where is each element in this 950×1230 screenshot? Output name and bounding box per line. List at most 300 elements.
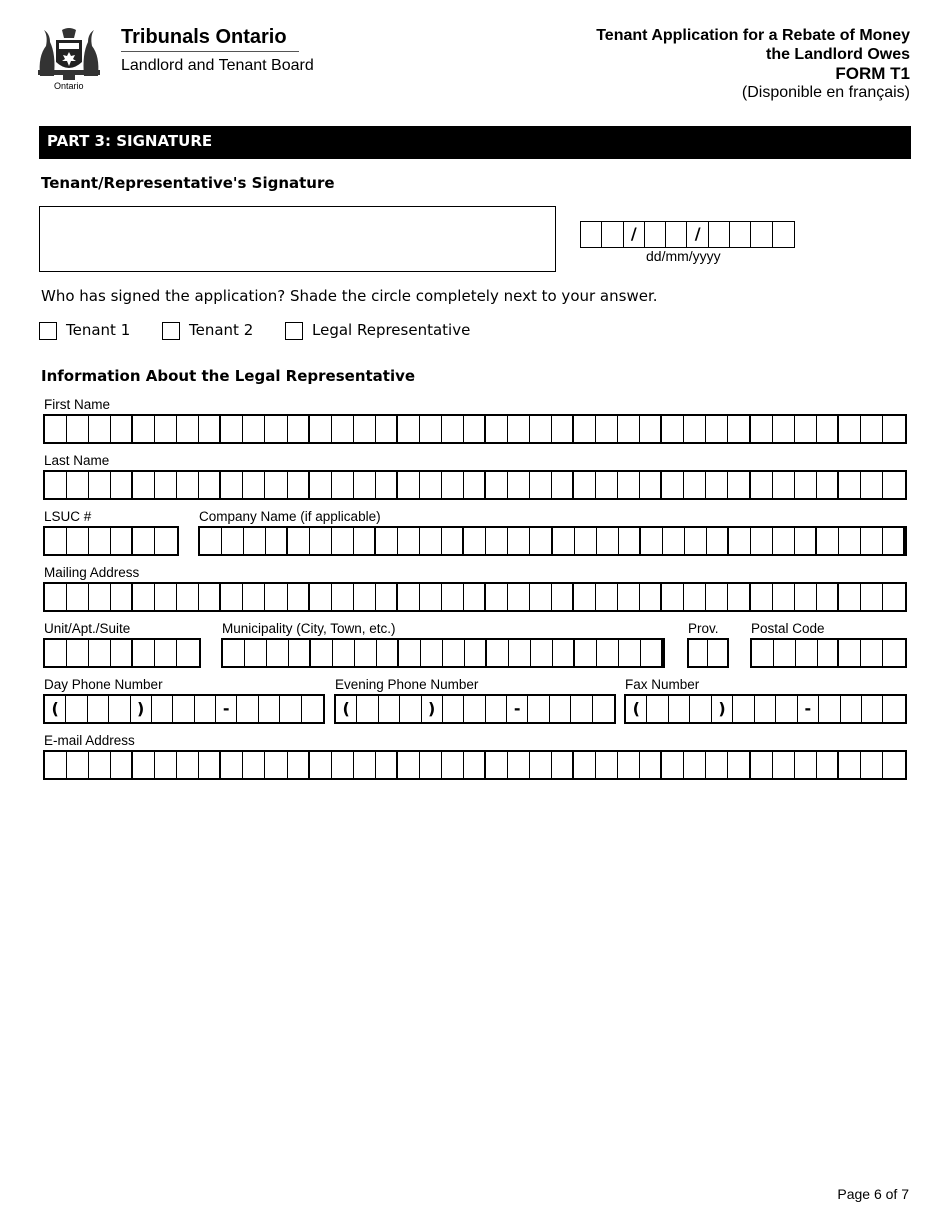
char-cell[interactable] bbox=[552, 472, 574, 498]
char-cell[interactable] bbox=[486, 416, 508, 442]
signer-question: Who has signed the application? Shade the circle completely next to your answer. bbox=[41, 287, 658, 305]
char-cell[interactable] bbox=[420, 752, 442, 778]
char-cell[interactable] bbox=[486, 696, 507, 722]
char-cell[interactable] bbox=[111, 640, 133, 666]
char-cell[interactable] bbox=[199, 584, 221, 610]
char-cell[interactable] bbox=[839, 584, 861, 610]
char-cell[interactable] bbox=[690, 696, 711, 722]
char-cell[interactable] bbox=[376, 528, 398, 554]
char-cell[interactable] bbox=[173, 696, 194, 722]
char-cell[interactable] bbox=[574, 584, 596, 610]
char-cell[interactable] bbox=[861, 416, 883, 442]
unit-label: Unit/Apt./Suite bbox=[44, 621, 131, 636]
tenant2-checkbox[interactable] bbox=[162, 322, 180, 340]
char-cell[interactable] bbox=[618, 584, 640, 610]
char-cell[interactable] bbox=[200, 528, 222, 554]
legal-rep-checkbox[interactable] bbox=[285, 322, 303, 340]
char-cell[interactable] bbox=[310, 752, 332, 778]
char-cell[interactable] bbox=[773, 528, 795, 554]
char-cell[interactable] bbox=[817, 584, 839, 610]
char-cell[interactable] bbox=[398, 528, 420, 554]
char-cell[interactable] bbox=[177, 640, 199, 666]
char-cell[interactable] bbox=[133, 528, 155, 554]
char-cell[interactable] bbox=[597, 640, 619, 666]
char-cell[interactable] bbox=[776, 696, 797, 722]
char-cell[interactable] bbox=[618, 472, 640, 498]
char-cell[interactable] bbox=[684, 584, 706, 610]
char-cell[interactable] bbox=[464, 584, 486, 610]
char-cell[interactable] bbox=[221, 752, 243, 778]
char-cell[interactable] bbox=[861, 472, 883, 498]
char-cell[interactable] bbox=[88, 696, 109, 722]
char-cell[interactable] bbox=[155, 752, 177, 778]
char-cell[interactable] bbox=[442, 528, 464, 554]
char-cell[interactable] bbox=[817, 528, 839, 554]
char-cell[interactable] bbox=[487, 640, 509, 666]
char-cell[interactable] bbox=[641, 640, 663, 666]
char-cell[interactable] bbox=[310, 528, 332, 554]
char-cell[interactable] bbox=[310, 472, 332, 498]
char-cell[interactable] bbox=[464, 528, 486, 554]
char-cell[interactable] bbox=[332, 416, 354, 442]
ontario-logo bbox=[36, 26, 102, 94]
char-cell[interactable] bbox=[89, 752, 111, 778]
char-cell[interactable] bbox=[400, 696, 421, 722]
municipality-label: Municipality (City, Town, etc.) bbox=[222, 621, 396, 636]
char-cell[interactable] bbox=[223, 640, 245, 666]
char-cell[interactable] bbox=[619, 528, 641, 554]
company-field[interactable] bbox=[198, 526, 907, 556]
char-cell[interactable] bbox=[647, 696, 668, 722]
char-cell[interactable] bbox=[222, 528, 244, 554]
char-cell[interactable] bbox=[177, 416, 199, 442]
char-cell[interactable] bbox=[89, 584, 111, 610]
char-cell[interactable] bbox=[195, 696, 216, 722]
char-cell[interactable] bbox=[728, 472, 750, 498]
char-cell[interactable] bbox=[265, 472, 287, 498]
char-cell[interactable] bbox=[508, 416, 530, 442]
char-cell[interactable] bbox=[155, 472, 177, 498]
char-cell[interactable] bbox=[243, 472, 265, 498]
char-cell[interactable] bbox=[354, 752, 376, 778]
char-cell[interactable] bbox=[45, 584, 67, 610]
char-cell[interactable] bbox=[152, 696, 173, 722]
char-cell[interactable] bbox=[575, 528, 597, 554]
char-cell[interactable] bbox=[575, 640, 597, 666]
char-cell[interactable] bbox=[354, 416, 376, 442]
prov-field[interactable] bbox=[687, 638, 729, 668]
char-cell[interactable] bbox=[288, 528, 310, 554]
char-cell[interactable] bbox=[751, 416, 773, 442]
char-cell[interactable] bbox=[508, 584, 530, 610]
char-cell[interactable] bbox=[155, 528, 177, 554]
char-cell[interactable] bbox=[265, 752, 287, 778]
char-cell[interactable] bbox=[773, 584, 795, 610]
char-cell[interactable] bbox=[662, 584, 684, 610]
char-cell[interactable] bbox=[45, 416, 67, 442]
char-cell[interactable] bbox=[618, 416, 640, 442]
rep-heading: Information About the Legal Representative bbox=[41, 367, 416, 385]
char-cell[interactable] bbox=[259, 696, 280, 722]
char-cell[interactable] bbox=[553, 640, 575, 666]
municipality-field[interactable] bbox=[221, 638, 665, 668]
char-cell[interactable] bbox=[89, 416, 111, 442]
char-cell[interactable] bbox=[795, 528, 817, 554]
char-cell[interactable] bbox=[883, 416, 905, 442]
date-cell[interactable] bbox=[666, 222, 687, 247]
char-cell[interactable] bbox=[67, 752, 89, 778]
char-cell[interactable] bbox=[839, 528, 861, 554]
char-cell[interactable] bbox=[817, 472, 839, 498]
char-cell[interactable] bbox=[421, 640, 443, 666]
char-cell[interactable] bbox=[593, 696, 614, 722]
char-cell[interactable] bbox=[89, 640, 111, 666]
char-cell[interactable] bbox=[464, 472, 486, 498]
char-cell[interactable] bbox=[795, 416, 817, 442]
char-cell[interactable] bbox=[443, 696, 464, 722]
char-cell[interactable] bbox=[133, 640, 155, 666]
char-cell[interactable] bbox=[420, 472, 442, 498]
char-cell[interactable] bbox=[289, 640, 311, 666]
char-cell[interactable] bbox=[728, 416, 750, 442]
char-cell[interactable] bbox=[464, 752, 486, 778]
char-cell[interactable] bbox=[267, 640, 289, 666]
char-cell[interactable] bbox=[883, 696, 904, 722]
page-number: Page 6 of 7 bbox=[837, 1186, 909, 1202]
char-cell[interactable] bbox=[155, 416, 177, 442]
char-cell[interactable] bbox=[774, 640, 796, 666]
date-cell[interactable] bbox=[730, 222, 751, 247]
char-cell[interactable] bbox=[861, 752, 883, 778]
char-cell[interactable] bbox=[531, 640, 553, 666]
char-cell[interactable] bbox=[199, 752, 221, 778]
char-cell[interactable] bbox=[773, 416, 795, 442]
char-cell[interactable] bbox=[67, 640, 89, 666]
char-cell[interactable] bbox=[243, 584, 265, 610]
last-name-field[interactable] bbox=[43, 470, 907, 500]
form-title-line1: Tenant Application for a Rebate of Money bbox=[596, 27, 910, 44]
phone-close-paren: ) bbox=[422, 696, 443, 722]
char-cell[interactable] bbox=[669, 696, 690, 722]
char-cell[interactable] bbox=[530, 528, 552, 554]
char-cell[interactable] bbox=[67, 472, 89, 498]
char-cell[interactable] bbox=[571, 696, 592, 722]
prov-label: Prov. bbox=[688, 621, 719, 636]
lsuc-field[interactable] bbox=[43, 526, 179, 556]
char-cell[interactable] bbox=[708, 640, 727, 666]
char-cell[interactable] bbox=[310, 416, 332, 442]
char-cell[interactable] bbox=[883, 528, 905, 554]
char-cell[interactable] bbox=[443, 640, 465, 666]
char-cell[interactable] bbox=[663, 528, 685, 554]
char-cell[interactable] bbox=[377, 640, 399, 666]
char-cell[interactable] bbox=[640, 752, 662, 778]
date-cell[interactable] bbox=[751, 222, 772, 247]
char-cell[interactable] bbox=[530, 416, 552, 442]
char-cell[interactable] bbox=[553, 528, 575, 554]
char-cell[interactable] bbox=[640, 416, 662, 442]
char-cell[interactable] bbox=[133, 416, 155, 442]
char-cell[interactable] bbox=[111, 752, 133, 778]
char-cell[interactable] bbox=[883, 640, 905, 666]
char-cell[interactable] bbox=[243, 752, 265, 778]
char-cell[interactable] bbox=[398, 584, 420, 610]
org-name: Tribunals Ontario bbox=[121, 26, 287, 48]
date-cell[interactable] bbox=[773, 222, 794, 247]
char-cell[interactable] bbox=[399, 640, 421, 666]
char-cell[interactable] bbox=[376, 584, 398, 610]
char-cell[interactable] bbox=[685, 528, 707, 554]
char-cell[interactable] bbox=[552, 416, 574, 442]
char-cell[interactable] bbox=[706, 584, 728, 610]
char-cell[interactable] bbox=[302, 696, 323, 722]
char-cell[interactable] bbox=[729, 528, 751, 554]
char-cell[interactable] bbox=[552, 752, 574, 778]
char-cell[interactable] bbox=[464, 696, 485, 722]
char-cell[interactable] bbox=[684, 472, 706, 498]
char-cell[interactable] bbox=[773, 752, 795, 778]
char-cell[interactable] bbox=[796, 640, 818, 666]
tenant2-label: Tenant 2 bbox=[189, 321, 254, 339]
char-cell[interactable] bbox=[221, 472, 243, 498]
char-cell[interactable] bbox=[442, 416, 464, 442]
char-cell[interactable] bbox=[574, 416, 596, 442]
char-cell[interactable] bbox=[288, 752, 310, 778]
char-cell[interactable] bbox=[442, 472, 464, 498]
char-cell[interactable] bbox=[333, 640, 355, 666]
char-cell[interactable] bbox=[243, 416, 265, 442]
char-cell[interactable] bbox=[355, 640, 377, 666]
char-cell[interactable] bbox=[310, 584, 332, 610]
char-cell[interactable] bbox=[530, 472, 552, 498]
postal-code-field[interactable] bbox=[750, 638, 907, 668]
char-cell[interactable] bbox=[550, 696, 571, 722]
char-cell[interactable] bbox=[486, 528, 508, 554]
tenant1-checkbox[interactable] bbox=[39, 322, 57, 340]
char-cell[interactable] bbox=[420, 584, 442, 610]
char-cell[interactable] bbox=[109, 696, 130, 722]
char-cell[interactable] bbox=[354, 584, 376, 610]
char-cell[interactable] bbox=[133, 752, 155, 778]
char-cell[interactable] bbox=[67, 584, 89, 610]
lsuc-label: LSUC # bbox=[44, 509, 92, 524]
char-cell[interactable] bbox=[728, 752, 750, 778]
char-cell[interactable] bbox=[67, 416, 89, 442]
char-cell[interactable] bbox=[398, 472, 420, 498]
char-cell[interactable] bbox=[596, 472, 618, 498]
char-cell[interactable] bbox=[332, 752, 354, 778]
date-cell[interactable] bbox=[581, 222, 602, 247]
char-cell[interactable] bbox=[684, 752, 706, 778]
char-cell[interactable] bbox=[795, 472, 817, 498]
char-cell[interactable] bbox=[509, 640, 531, 666]
mailing-address-field[interactable] bbox=[43, 582, 907, 612]
char-cell[interactable] bbox=[89, 472, 111, 498]
char-cell[interactable] bbox=[530, 584, 552, 610]
char-cell[interactable] bbox=[486, 472, 508, 498]
char-cell[interactable] bbox=[288, 472, 310, 498]
char-cell[interactable] bbox=[45, 752, 67, 778]
char-cell[interactable] bbox=[795, 584, 817, 610]
char-cell[interactable] bbox=[133, 584, 155, 610]
evening-phone-field[interactable] bbox=[334, 694, 616, 724]
char-cell[interactable] bbox=[464, 416, 486, 442]
char-cell[interactable] bbox=[818, 640, 840, 666]
char-cell[interactable] bbox=[839, 640, 861, 666]
char-cell[interactable] bbox=[155, 640, 177, 666]
char-cell[interactable] bbox=[684, 416, 706, 442]
char-cell[interactable] bbox=[640, 472, 662, 498]
char-cell[interactable] bbox=[45, 472, 67, 498]
char-cell[interactable] bbox=[111, 584, 133, 610]
char-cell[interactable] bbox=[398, 416, 420, 442]
char-cell[interactable] bbox=[596, 752, 618, 778]
char-cell[interactable] bbox=[817, 416, 839, 442]
char-cell[interactable] bbox=[862, 696, 883, 722]
char-cell[interactable] bbox=[795, 752, 817, 778]
char-cell[interactable] bbox=[177, 584, 199, 610]
char-cell[interactable] bbox=[486, 584, 508, 610]
char-cell[interactable] bbox=[552, 584, 574, 610]
char-cell[interactable] bbox=[265, 584, 287, 610]
char-cell[interactable] bbox=[574, 472, 596, 498]
form-code: FORM T1 bbox=[835, 64, 910, 83]
char-cell[interactable] bbox=[379, 696, 400, 722]
char-cell[interactable] bbox=[332, 584, 354, 610]
char-cell[interactable] bbox=[221, 416, 243, 442]
char-cell[interactable] bbox=[177, 752, 199, 778]
char-cell[interactable] bbox=[354, 528, 376, 554]
char-cell[interactable] bbox=[596, 584, 618, 610]
char-cell[interactable] bbox=[266, 528, 288, 554]
char-cell[interactable] bbox=[66, 696, 87, 722]
char-cell[interactable] bbox=[706, 416, 728, 442]
fax-field[interactable] bbox=[624, 694, 907, 724]
char-cell[interactable] bbox=[280, 696, 301, 722]
char-cell[interactable] bbox=[689, 640, 708, 666]
date-cell[interactable] bbox=[602, 222, 623, 247]
char-cell[interactable] bbox=[442, 584, 464, 610]
char-cell[interactable] bbox=[245, 640, 267, 666]
char-cell[interactable] bbox=[111, 472, 133, 498]
char-cell[interactable] bbox=[177, 472, 199, 498]
char-cell[interactable] bbox=[597, 528, 619, 554]
char-cell[interactable] bbox=[265, 416, 287, 442]
char-cell[interactable] bbox=[508, 472, 530, 498]
signature-date-field[interactable] bbox=[580, 221, 795, 248]
email-field[interactable] bbox=[43, 750, 907, 780]
legal-rep-label: Legal Representative bbox=[312, 321, 471, 339]
char-cell[interactable] bbox=[199, 416, 221, 442]
char-cell[interactable] bbox=[155, 584, 177, 610]
char-cell[interactable] bbox=[311, 640, 333, 666]
char-cell[interactable] bbox=[376, 472, 398, 498]
char-cell[interactable] bbox=[733, 696, 754, 722]
day-phone-field[interactable] bbox=[43, 694, 325, 724]
char-cell[interactable] bbox=[706, 752, 728, 778]
char-cell[interactable] bbox=[751, 528, 773, 554]
char-cell[interactable] bbox=[751, 752, 773, 778]
char-cell[interactable] bbox=[45, 528, 67, 554]
char-cell[interactable] bbox=[420, 416, 442, 442]
char-cell[interactable] bbox=[508, 752, 530, 778]
char-cell[interactable] bbox=[111, 416, 133, 442]
char-cell[interactable] bbox=[755, 696, 776, 722]
char-cell[interactable] bbox=[596, 416, 618, 442]
char-cell[interactable] bbox=[111, 528, 133, 554]
char-cell[interactable] bbox=[332, 528, 354, 554]
char-cell[interactable] bbox=[357, 696, 378, 722]
char-cell[interactable] bbox=[819, 696, 840, 722]
char-cell[interactable] bbox=[133, 472, 155, 498]
char-cell[interactable] bbox=[89, 528, 111, 554]
char-cell[interactable] bbox=[839, 752, 861, 778]
char-cell[interactable] bbox=[839, 416, 861, 442]
date-cell[interactable] bbox=[645, 222, 666, 247]
char-cell[interactable] bbox=[486, 752, 508, 778]
char-cell[interactable] bbox=[288, 416, 310, 442]
char-cell[interactable] bbox=[662, 752, 684, 778]
char-cell[interactable] bbox=[508, 528, 530, 554]
char-cell[interactable] bbox=[640, 584, 662, 610]
date-cell[interactable] bbox=[709, 222, 730, 247]
char-cell[interactable] bbox=[528, 696, 549, 722]
char-cell[interactable] bbox=[465, 640, 487, 666]
char-cell[interactable] bbox=[861, 640, 883, 666]
char-cell[interactable] bbox=[706, 472, 728, 498]
char-cell[interactable] bbox=[751, 472, 773, 498]
char-cell[interactable] bbox=[398, 752, 420, 778]
char-cell[interactable] bbox=[839, 472, 861, 498]
char-cell[interactable] bbox=[662, 472, 684, 498]
char-cell[interactable] bbox=[883, 472, 905, 498]
first-name-field[interactable] bbox=[43, 414, 907, 444]
char-cell[interactable] bbox=[883, 584, 905, 610]
char-cell[interactable] bbox=[244, 528, 266, 554]
char-cell[interactable] bbox=[442, 752, 464, 778]
char-cell[interactable] bbox=[332, 472, 354, 498]
char-cell[interactable] bbox=[354, 472, 376, 498]
char-cell[interactable] bbox=[221, 584, 243, 610]
char-cell[interactable] bbox=[530, 752, 552, 778]
char-cell[interactable] bbox=[641, 528, 663, 554]
char-cell[interactable] bbox=[376, 416, 398, 442]
char-cell[interactable] bbox=[420, 528, 442, 554]
char-cell[interactable] bbox=[883, 752, 905, 778]
char-cell[interactable] bbox=[574, 752, 596, 778]
char-cell[interactable] bbox=[861, 528, 883, 554]
char-cell[interactable] bbox=[773, 472, 795, 498]
char-cell[interactable] bbox=[707, 528, 729, 554]
char-cell[interactable] bbox=[199, 472, 221, 498]
char-cell[interactable] bbox=[752, 640, 774, 666]
char-cell[interactable] bbox=[67, 528, 89, 554]
char-cell[interactable] bbox=[619, 640, 641, 666]
char-cell[interactable] bbox=[376, 752, 398, 778]
char-cell[interactable] bbox=[618, 752, 640, 778]
char-cell[interactable] bbox=[751, 584, 773, 610]
signature-field[interactable] bbox=[39, 206, 556, 272]
char-cell[interactable] bbox=[728, 584, 750, 610]
char-cell[interactable] bbox=[662, 416, 684, 442]
char-cell[interactable] bbox=[841, 696, 862, 722]
char-cell[interactable] bbox=[45, 640, 67, 666]
char-cell[interactable] bbox=[237, 696, 258, 722]
char-cell[interactable] bbox=[817, 752, 839, 778]
unit-field[interactable] bbox=[43, 638, 201, 668]
char-cell[interactable] bbox=[861, 584, 883, 610]
char-cell[interactable] bbox=[288, 584, 310, 610]
